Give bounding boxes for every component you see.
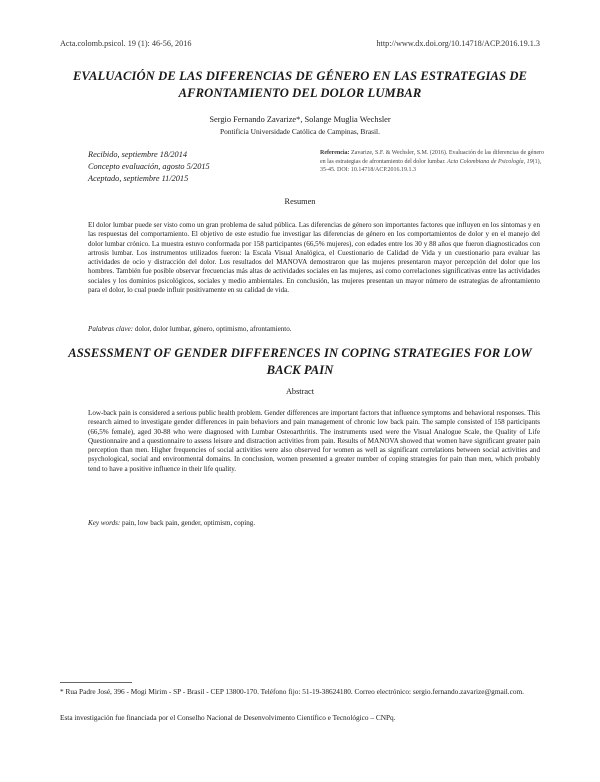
- abstract-heading: Abstract: [285, 387, 315, 396]
- reference-journal-name: Acta Colombiana de Psicología, 19: [447, 158, 533, 165]
- accepted-date: Aceptado, septiembre 11/2015: [88, 174, 189, 183]
- palabras-clave: [88, 325, 540, 334]
- footnote-divider: [60, 682, 132, 683]
- abstract-body: Low-back pain is considered a serious public health problem. Gender differences are important factors that influence symptoms and behavioral responses. This research aimed to investigate gender differences in pain behaviors and pain management of chronic low back pain. The sample consisted of 158 participants (66,5% female), aged 30-88 who were diagnosed with Lumbar Osteoarthritis. The instruments used were the Visual Analogue Scale, the Quality of Life Questionnaire and a questionnaire to assess leisure and distraction activities from pain. Results of MANOVA showed that women have significant greater pain perception than men. Higher frequencies of social activities were also observed for women as well as significant correlations between social activities and psychological, social and environmental domains. In conclusion, women presented a greater number of coping strategies for pain than men, which probably tend to have a positive influence in their life quality.: [88, 409, 540, 473]
- reference-text-part1: Zavarize, S.F. & Wechsler, S.M. (2016). Evaluación de las diferencias de género en las estrategias de afrontamiento del dolor lumbar.: [320, 150, 545, 165]
- submission-dates: [88, 149, 308, 185]
- evaluation-date: Concepto evaluación, agosto 5/2015: [88, 162, 210, 171]
- key-words-list: pain, low back pain, gender, optimism, coping.: [122, 519, 256, 527]
- palabras-clave-label: Palabras clave:: [88, 325, 134, 333]
- reference-text-part2: (1), 35-45. DOI: 10.14718/ACP.2016.19.1.3: [320, 158, 542, 174]
- author-list: Sergio Fernando Zavarize*, Solange Muglia Wechsler: [209, 115, 391, 124]
- key-words: [88, 519, 540, 528]
- citation-reference: [320, 149, 546, 175]
- reference-label: Referencia:: [320, 150, 350, 156]
- article-title-spanish: EVALUACIÓN DE LAS DIFERENCIAS DE GÉNERO EN LAS ESTRATEGIAS DE AFRONTAMIENTO DEL DOLOR LUMBAR: [72, 69, 528, 100]
- article-title-english: ASSESSMENT OF GENDER DIFFERENCES IN COPING STRATEGIES FOR LOW BACK PAIN: [68, 346, 532, 377]
- footnote-address: * Rua Padre José, 396 - Mogi Mirim - SP - Brasil - CEP 13800-170. Teléfono fijo: 51-19-38624180. Correo electrónico: sergio.fernando.zavarize@gmail.com.: [60, 687, 524, 696]
- author-affiliation: Pontificia Universidade Católica de Campinas, Brasil.: [220, 127, 380, 136]
- received-date: Recibido, septiembre 18/2014: [88, 150, 188, 159]
- footnote-funding: Esta investigación fue financiada por el Conselho Nacional de Desenvolvimento Científico e Tecnológico – CNPq.: [60, 713, 396, 722]
- palabras-clave-list: dolor, dolor lumbar, género, optimismo, afrontamiento.: [134, 325, 292, 333]
- resumen-body: El dolor lumbar puede ser visto como un gran problema de salud pública. Las diferencias de género son importantes factores que influyen en los síntomas y en las respuestas del comportamiento. El objetivo de este estudio fue investigar las diferencias de género en los comportamientos de dolor y en el manejo del dolor lumbar crónico. La muestra estuvo conformada por 158 participantes (66,5% mujeres), con edades entre los 30 y 88 años que fueron diagnosticados con artrosis lumbar. Los instrumentos utilizados fueron: la Escala Visual Analógica, el Cuestionario de Calidad de Vida y un cuestionario para evaluar las actividades de ocio y distracción del dolor. Los resultados del MANOVA demostraron que las mujeres presentaron mayor percepción del dolor que los hombres. También fue posible observar frecuencias más altas de actividades sociales en las mujeres, así como correlaciones significativas entre las actividades sociales y los dominios psicológicos, sociales y medio ambientales. En conclusión, las mujeres presentan un mayor número de estrategias de afrontamiento para el dolor, lo cual puede influir positivamente en su calidad de vida.: [88, 221, 540, 295]
- doi-url-header[interactable]: http://www.dx.doi.org/10.14718/ACP.2016.19.1.3: [376, 39, 540, 48]
- key-words-label: Key words:: [88, 519, 121, 527]
- resumen-heading: Resumen: [284, 197, 316, 206]
- journal-citation-header: Acta.colomb.psicol. 19 (1): 46-56, 2016: [60, 39, 192, 48]
